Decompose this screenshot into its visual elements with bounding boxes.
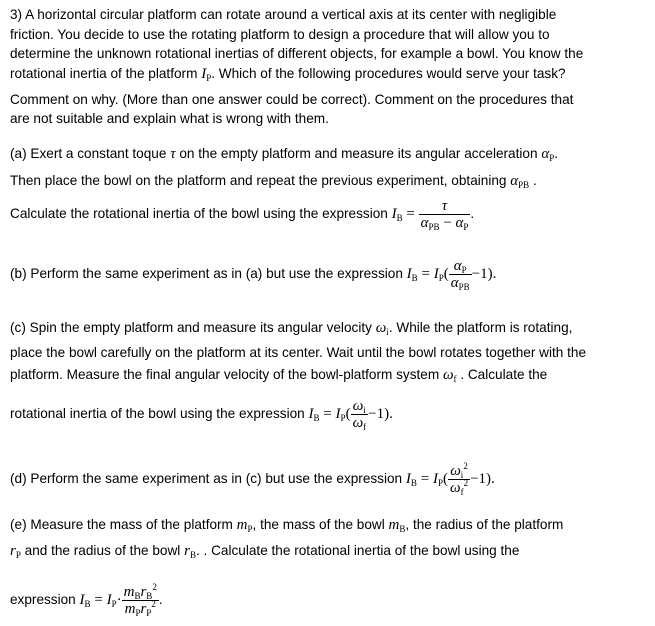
option-e-line-3: expression $I_B = I_P\cdot$ $\frac{m_Br_B^2}{m_Pr_P^2}$ . xyxy=(10,582,163,618)
option-c-line-4: rotational inertia of the bowl using the expression $I_B = I_P$( $\frac{\omega_i}{\omega_f}$ −1). xyxy=(10,398,393,432)
symbol-I-P: $I_P$ xyxy=(201,66,212,83)
equation-b-fraction: $\frac{\alpha_P}{\alpha_{PB}}$ xyxy=(450,258,470,292)
option-a-line-3: Calculate the rotational inertia of the bowl using the expression $I_B$ = $\frac{\tau}{\alpha_{PB} - \alpha_P}$ . xyxy=(10,198,475,232)
option-c-line-1: (c) Spin the empty platform and measure its angular velocity $\omega_i$. While the platform is rotating, xyxy=(10,320,573,337)
equation-c-fraction: $\frac{\omega_i}{\omega_f}$ xyxy=(352,398,367,432)
equation-e-fraction: $\frac{m_Br_B^2}{m_Pr_P^2}$ xyxy=(123,582,157,618)
intro-line-3: determine the unknown rotational inertias of different objects, for example a bowl. You know the xyxy=(10,46,584,61)
equation-a-fraction: $\frac{\tau}{\alpha_{PB} - \alpha_P}$ xyxy=(420,198,469,232)
option-c-line-3: platform. Measure the final angular velocity of the bowl-platform system $\omega_f$ . Calculate the xyxy=(10,367,548,384)
intro-line-6: are not suitable and explain what is wrong with them. xyxy=(10,111,329,126)
intro-line-5: Comment on why. (More than one answer could be correct). Comment on the procedures that xyxy=(10,92,574,107)
intro-line-1: 3) A horizontal circular platform can rotate around a vertical axis at its center with negligible xyxy=(10,7,557,22)
option-a-line-1: (a) Exert a constant toque τ on the empty platform and measure its angular acceleration $\alpha_P$. xyxy=(10,146,558,163)
intro-line-2: friction. You decide to use the rotating platform to design a procedure that will allow you to xyxy=(10,27,550,42)
equation-d-fraction: $\frac{\omega_i^2}{\omega_f^2}$ xyxy=(449,461,469,497)
option-e-line-1: (e) Measure the mass of the platform $m_P$, the mass of the bowl $m_B$, the radius of the platform xyxy=(10,517,564,534)
option-e-line-2: $r_P$ and the radius of the bowl $r_B$. . Calculate the rotational inertia of the bowl using the xyxy=(10,543,520,560)
option-c-line-2: place the bowl carefully on the platform at its center. Wait until the bowl rotates together with the xyxy=(10,345,587,360)
option-d-line: (d) Perform the same experiment as in (c) but use the expression $I_B = I_P$( $\frac{\omega_i^2}{\omega_f^2}$ −1). xyxy=(10,461,495,497)
option-b-line: (b) Perform the same experiment as in (a) but use the expression $I_B = I_P$( $\frac{\alpha_P}{\alpha_{PB}}$ −1). xyxy=(10,258,497,292)
intro-line-4: rotational inertia of the platform $I_P$. Which of the following procedures would serve your task? xyxy=(10,66,566,83)
option-a-line-2: Then place the bowl on the platform and repeat the previous experiment, obtaining $\alpha_{PB}$ . xyxy=(10,173,537,190)
